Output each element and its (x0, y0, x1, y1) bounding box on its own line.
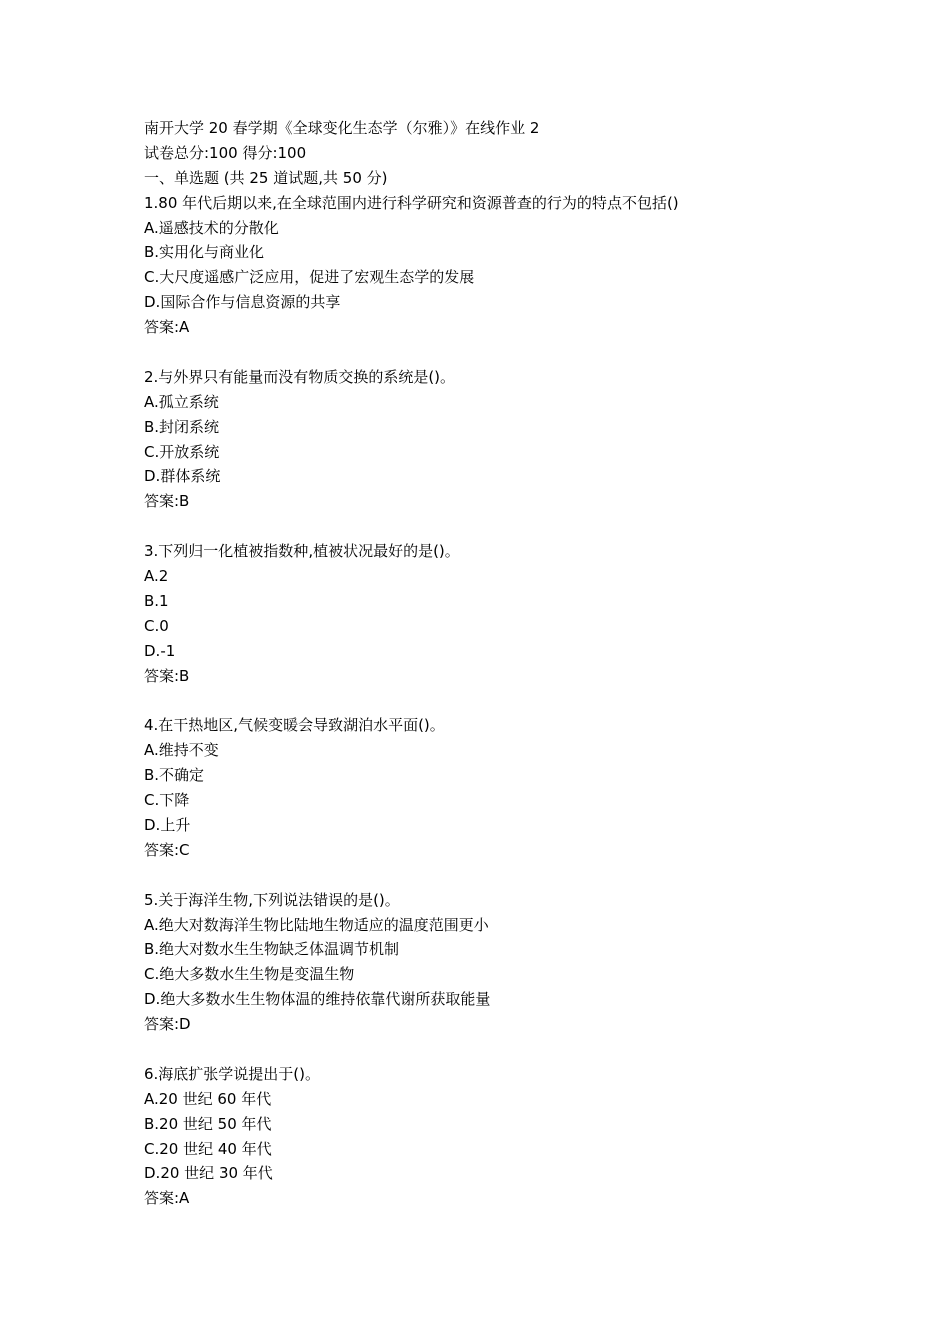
question-stem: 2.与外界只有能量而没有物质交换的系统是()。 (144, 367, 456, 386)
spacer (144, 340, 844, 365)
answer-option: D.上升 (144, 815, 191, 834)
section-title: 一、单选题 (共 25 道试题,共 50 分) (144, 168, 388, 187)
answer-key: 答案:A (144, 318, 190, 337)
question-list (144, 191, 844, 1212)
question-block (144, 191, 844, 365)
spacer (144, 1037, 844, 1062)
answer-option: B.1 (144, 591, 169, 610)
answer-option: B.不确定 (144, 766, 205, 785)
question-block (144, 365, 844, 539)
answer-option: D.群体系统 (144, 467, 221, 486)
question-block (144, 888, 844, 1062)
answer-option: A.20 世纪 60 年代 (144, 1089, 272, 1108)
answer-option: A.2 (144, 567, 169, 586)
question-block (144, 1062, 844, 1211)
question-stem: 4.在干热地区,气候变暖会导致湖泊水平面()。 (144, 716, 445, 735)
answer-key: 答案:D (144, 1015, 191, 1034)
answer-option: A.遥感技术的分散化 (144, 218, 279, 237)
answer-key: 答案:B (144, 492, 190, 511)
spacer (144, 688, 844, 713)
answer-option: C.开放系统 (144, 442, 220, 461)
answer-key: 答案:A (144, 1189, 190, 1208)
question-stem: 6.海底扩张学说提出于()。 (144, 1064, 321, 1083)
answer-option: A.绝大对数海洋生物比陆地生物适应的温度范围更小 (144, 915, 489, 934)
document-title: 南开大学 20 春学期《全球变化生态学（尔雅）》在线作业 2 (144, 119, 540, 137)
answer-option: A.孤立系统 (144, 392, 219, 411)
question-block (144, 713, 844, 887)
answer-key: 答案:B (144, 666, 190, 685)
question-block (144, 539, 844, 713)
answer-option: D.20 世纪 30 年代 (144, 1164, 273, 1183)
spacer (144, 514, 844, 539)
question-stem: 3.下列归一化植被指数种,植被状况最好的是()。 (144, 542, 460, 561)
answer-option: C.绝大多数水生生物是变温生物 (144, 965, 355, 984)
answer-option: B.绝大对数水生生物缺乏体温调节机制 (144, 940, 400, 959)
spacer (144, 863, 844, 888)
answer-option: C.大尺度遥感广泛应用，促进了宏观生态学的发展 (144, 268, 475, 287)
answer-option: C.0 (144, 616, 169, 635)
question-stem: 1.80 年代后期以来,在全球范围内进行科学研究和资源普查的行为的特点不包括() (144, 193, 679, 212)
answer-option: B.20 世纪 50 年代 (144, 1114, 272, 1133)
answer-option: B.实用化与商业化 (144, 243, 265, 262)
score-line: 试卷总分:100 得分:100 (144, 143, 307, 162)
answer-option: C.20 世纪 40 年代 (144, 1139, 272, 1158)
answer-key: 答案:C (144, 840, 190, 859)
question-stem: 5.关于海洋生物,下列说法错误的是()。 (144, 890, 400, 909)
document-page (144, 116, 844, 1211)
answer-option: D.绝大多数水生生物体温的维持依靠代谢所获取能量 (144, 990, 491, 1009)
answer-option: C.下降 (144, 791, 190, 810)
answer-option: B.封闭系统 (144, 417, 220, 436)
answer-option: D.-1 (144, 641, 176, 660)
answer-option: A.维持不变 (144, 741, 219, 760)
answer-option: D.国际合作与信息资源的共享 (144, 293, 341, 312)
